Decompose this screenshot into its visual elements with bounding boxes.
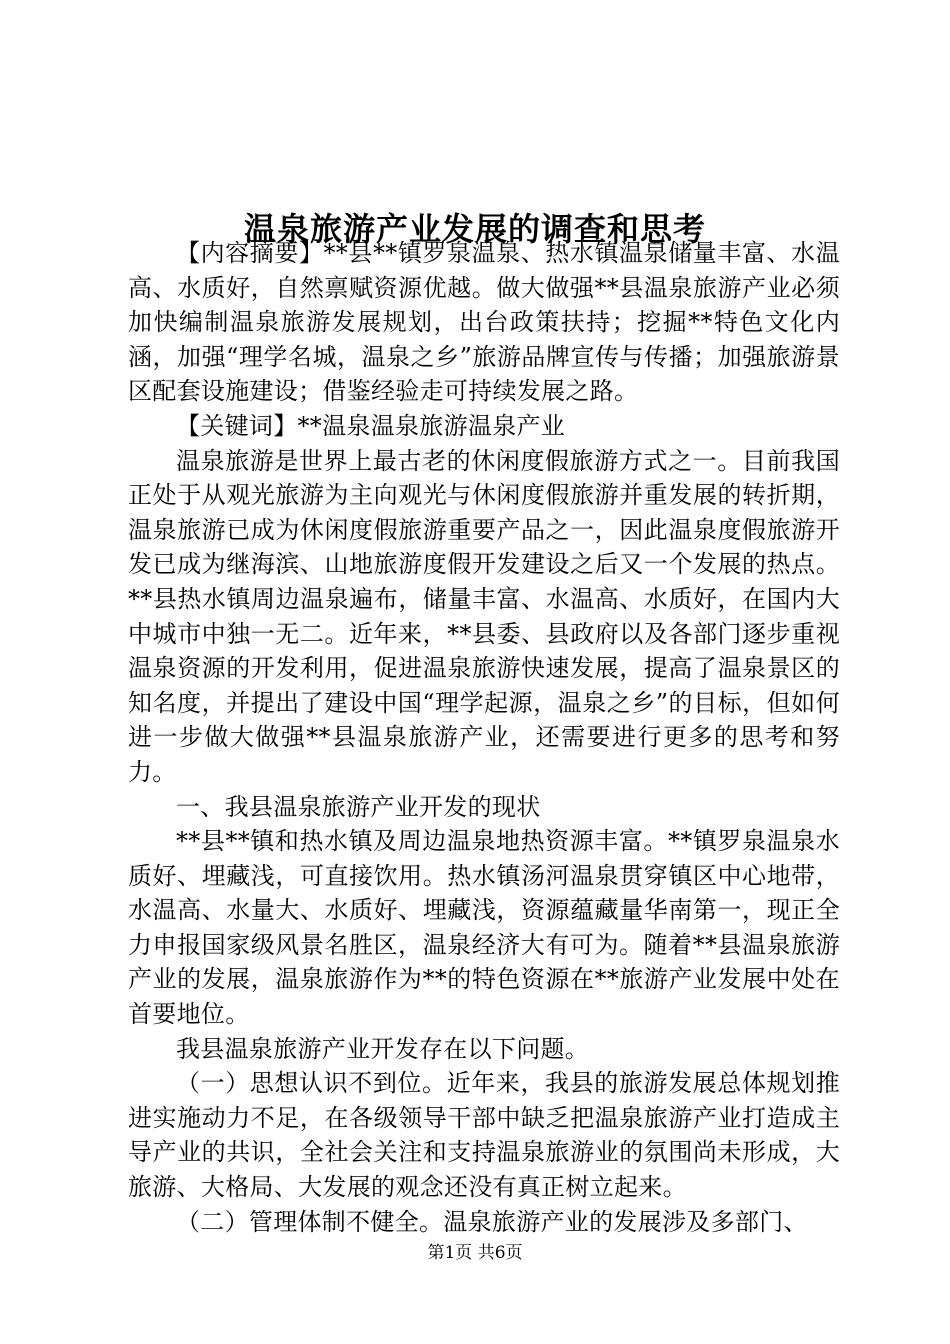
keywords-paragraph: 【关键词】**温泉温泉旅游温泉产业 bbox=[176, 411, 566, 440]
abstract-paragraph: 【内容摘要】**县**镇罗泉温泉、热水镇温泉储量丰富、水温高、水质好，自然禀赋资源优越。做大做强**县温泉旅游产业必须加快编制温泉旅游发展规划，出台政策扶持；挖掘**特色文化内涵，加强“理学名城，温泉之乡”旅游品牌宣传与传播；加强旅游景区配套设施建设；借鉴经验走可持续发展之路。 bbox=[128, 239, 840, 406]
body-paragraph: **县**镇和热水镇及周边温泉地热资源丰富。**镇罗泉温泉水质好、埋藏浅，可直接饮用。热水镇汤河温泉贯穿镇区中心地带，水温高、水量大、水质好、埋藏浅，资源蕴藏量华南第一，现正全力申报国家级风景名胜区，温泉经济大有可为。随着**县温泉旅游产业的发展，温泉旅游作为**的特色资源在**旅游产业发展中处在首要地位。 bbox=[128, 827, 840, 1029]
body-paragraph: （二）管理体制不健全。温泉旅游产业的发展涉及多部门、 bbox=[176, 1207, 808, 1236]
document-title: 温泉旅游产业发展的调查和思考 bbox=[243, 210, 706, 249]
intro-paragraph: 温泉旅游是世界上最古老的休闲度假旅游方式之一。目前我国正处于从观光旅游为主向观光与休闲度假旅游并重发展的转折期，温泉旅游已成为休闲度假旅游重要产品之一，因此温泉度假旅游开发已成为继海滨、山地旅游度假开发建设之后又一个发展的热点。**县热水镇周边温泉遍布，储量丰富、水温高、水质好，在国内大中城市中独一无二。近年来，**县委、县政府以及各部门逐步重视温泉资源的开发利用，促进温泉旅游快速发展，提高了温泉景区的知名度，并提出了建设中国“理学起源，温泉之乡”的目标，但如何进一步做大做强**县温泉旅游产业，还需要进行更多的思考和努力。 bbox=[128, 446, 840, 786]
body-paragraph: 我县温泉旅游产业开发存在以下问题。 bbox=[176, 1034, 590, 1063]
page-number-footer: 第1页 共6页 bbox=[427, 1243, 523, 1263]
document-body bbox=[128, 236, 840, 1239]
section-heading: 一、我县温泉旅游产业开发的现状 bbox=[176, 792, 541, 821]
body-paragraph: （一）思想认识不到位。近年来，我县的旅游发展总体规划推进实施动力不足，在各级领导干部中缺乏把温泉旅游产业打造成主导产业的共识，全社会关注和支持温泉旅游业的氛围尚未形成，大旅游、大格局、大发展的观念还没有真正树立起来。 bbox=[128, 1069, 840, 1202]
